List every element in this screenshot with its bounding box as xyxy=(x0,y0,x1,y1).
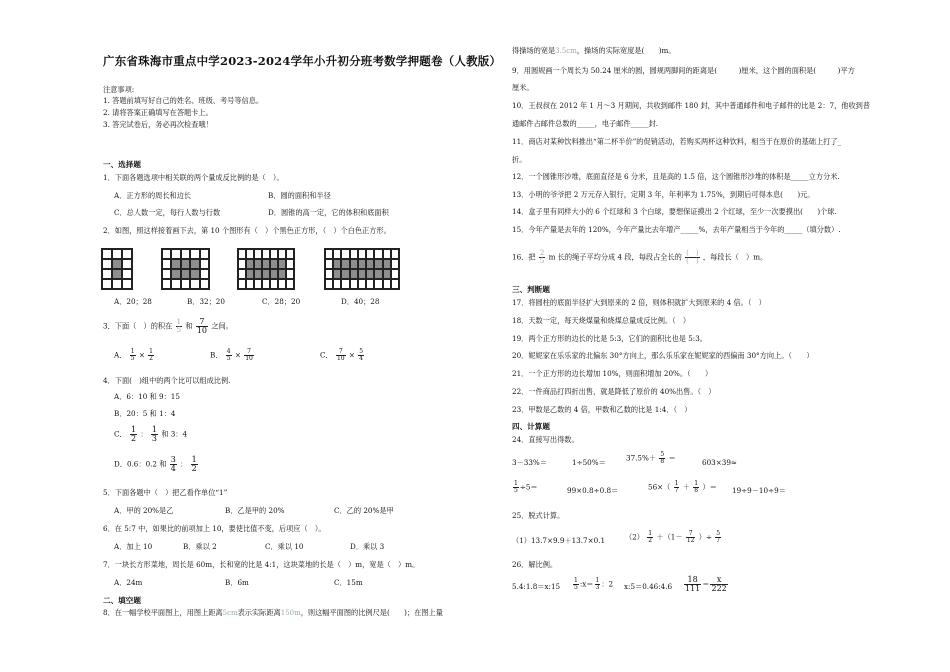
note-item: 2. 请将答案正确填写在答题卡上。 xyxy=(103,108,213,117)
q2-option-d[interactable]: D．40；28 xyxy=(341,297,380,306)
question-24-stem: 24．直接写出得数。 xyxy=(512,435,579,444)
q1-option-d[interactable]: D．圆锥的高一定，它的体积和底面积 xyxy=(268,208,389,217)
q6-option-b[interactable]: B．乘以 2 xyxy=(183,542,217,551)
pattern-figure-3 xyxy=(237,248,295,290)
q7-option-c[interactable]: C．15m xyxy=(334,578,363,587)
q4-option-c[interactable]: C． $\frac{1}{2}$ ： $\frac{1}{3}$ 和 3：4 xyxy=(114,425,188,443)
notes-heading: 注意事项: xyxy=(103,85,135,94)
question-8-continued: 得操场的宽是3.5cm，操场的实际宽度是( )m。 xyxy=(512,46,676,55)
fraction: $\frac{1}{7}$ xyxy=(674,480,679,494)
pattern-figure-4 xyxy=(324,248,400,290)
q3-option-c[interactable]: C． $\frac{7}{10}$ × $\frac{5}{4}$ xyxy=(320,348,364,362)
question-9-line2: 厘米。 xyxy=(512,83,534,92)
judge-item: 20．妮妮家在乐乐家的北偏东 30°方向上，那么乐乐家在妮妮家的西偏南 30°方向上。（ ） xyxy=(512,351,814,360)
pattern-figure-2 xyxy=(161,248,210,290)
q4-option-b[interactable]: B．20：5 和 1：4 xyxy=(114,409,176,418)
proportion-item: 5.4:1.8＝x:15 xyxy=(512,582,561,591)
question-26-stem: 26．解比例。 xyxy=(512,560,558,569)
question-6-stem: 6．在 5:7 中，如果比的前项加上 10，要使比值不变，后项应（ ）。 xyxy=(103,524,326,533)
question-7-stem: 7．一块长方形菜地，周长是 60m，长和宽的比是 4:1，这块菜地的长是（ ）m，宽是（ ）m。 xyxy=(103,560,420,569)
q1-option-b[interactable]: B．圆的面积和半径 xyxy=(268,191,331,200)
fraction: $\frac{1}{5}$ xyxy=(176,318,182,334)
section-heading-fill: 二、填空题 xyxy=(103,596,141,605)
calc-item: $\frac{1}{5}$ ÷5＝ xyxy=(514,480,538,494)
fraction: $\frac{7}{10}$ xyxy=(196,317,208,335)
q2-option-b[interactable]: B．32；20 xyxy=(187,297,225,306)
q5-option-b[interactable]: B．乙是甲的 20% xyxy=(225,506,285,515)
calc-item: 37.5%＋ $\frac{5}{8}$ ＝ xyxy=(626,451,676,465)
fraction: $\frac{1}{8}$ xyxy=(694,480,699,494)
fraction: $\frac{1}{2}$ xyxy=(149,348,153,362)
question-11-line2: 折。 xyxy=(512,155,527,164)
question-8-stem: 8．在一幅学校平面图上，用图上距离5cm表示实际距离150m，则这幅平面图的比例尺是( )；在图上量 xyxy=(103,608,443,617)
judge-item: 18．天数一定，每天烧煤量和烧煤总量成反比例。（ ） xyxy=(512,316,691,325)
q4-option-a[interactable]: A．6：10 和 9：15 xyxy=(114,392,180,401)
q6-option-c[interactable]: C．乘以 10 xyxy=(265,542,304,551)
calc-item: 603×39≈ xyxy=(702,458,737,467)
calc-item-2: （2） $\frac{1}{2}$ ＋（1－ $\frac{7}{12}$ ）÷ $\frac{5}{7}$ xyxy=(625,530,721,544)
judge-item: 23．甲数是乙数的 4 倍，甲数和乙数的比是 1:4．（ ） xyxy=(512,405,692,414)
judge-item: 21．一个正方形的边长增加 10%，则面积增加 20%。（ ） xyxy=(512,369,713,378)
q3-option-b[interactable]: B． $\frac{4}{5}$ × $\frac{7}{10}$ xyxy=(210,348,253,362)
question-25-stem: 25．脱式计算。 xyxy=(512,511,565,520)
q6-option-a[interactable]: A．加上 10 xyxy=(114,542,153,551)
fraction: $\frac{1}{2}$ xyxy=(191,455,197,473)
question-1-stem: 1．下面各题选项中相关联的两个量成反比例的是（ ）。 xyxy=(103,173,284,182)
proportion-item: $\frac{1}{5}$ :x＝ $\frac{1}{3}$ ：2 xyxy=(574,577,614,591)
calc-item: 19÷9－10÷9＝ xyxy=(732,486,786,495)
judge-item: 22．一件商品打四折出售，就是降低了原价的 40%出售。（ ） xyxy=(512,387,716,396)
q7-option-a[interactable]: A．24m xyxy=(114,578,143,587)
section-heading-judge: 三、判断题 xyxy=(512,285,550,294)
fraction: $\frac{18}{111}$ xyxy=(685,575,701,593)
calc-item: 3－33%＝ xyxy=(512,458,547,467)
q1-option-c[interactable]: C．总人数一定，每行人数与行数 xyxy=(114,208,221,217)
proportion-item: $\frac{18}{111}$ ＝ $\frac{x}{222}$ xyxy=(685,575,727,593)
calc-item: 56×（ $\frac{1}{7}$ ＋ $\frac{1}{8}$ ）＝ xyxy=(648,480,717,494)
fraction: $\frac{1}{5}$ xyxy=(574,577,578,591)
question-2-stem: 2．如图，照这样接着画下去，第 10 个图形有（ ）个黑色正方形，（ ）个白色正方形。 xyxy=(103,226,391,235)
question-13: 13．小明的爷爷把 2 万元存入银行，定期 3 年，年利率为 1.75%，到期后可得本息( )元。 xyxy=(512,190,815,199)
question-11-line1: 11．商店对某种饮料推出“第二杯半价”的促销活动，若购买两杯这种饮料，相当于在原价的基础上打了_ xyxy=(512,137,842,146)
fraction: $\frac{x}{222}$ xyxy=(711,575,727,593)
q4-option-d[interactable]: D．0.6：0.2 和 $\frac{3}{4}$ ： $\frac{1}{2}$ xyxy=(114,455,197,473)
fraction: $\frac{1}{2}$ xyxy=(648,530,653,544)
fraction: $\frac{2}{5}$ xyxy=(539,249,545,265)
calc-item: 1÷50%＝ xyxy=(572,458,606,467)
question-10-line1: 10．王叔叔在 2012 年 1 月～3 月期间，共收到邮件 180 封，其中普通邮件和电子邮件的比是 2：7，他收到普 xyxy=(512,101,871,110)
note-item: 3. 答完试卷后，务必再次检查哦！ xyxy=(103,120,213,129)
q5-option-c[interactable]: C．乙的 20%是甲 xyxy=(334,506,394,515)
q2-option-a[interactable]: A．20；28 xyxy=(114,297,152,306)
fraction: $\frac{5}{7}$ xyxy=(716,530,721,544)
fraction: $\frac{1}{3}$ xyxy=(595,577,600,591)
q6-option-d[interactable]: D．乘以 3 xyxy=(350,542,385,551)
calc-item-1: （1）13.7×9.9＋13.7×0.1 xyxy=(512,536,606,545)
fraction: $\frac{4}{5}$ xyxy=(226,348,231,362)
fraction: $\frac{7}{10}$ xyxy=(245,348,253,362)
question-5-stem: 5．下面各题中（ ）把乙看作单位“1” xyxy=(103,488,228,497)
q1-option-a[interactable]: A．正方形的周长和边长 xyxy=(114,191,192,200)
section-heading-choice: 一、选择题 xyxy=(103,160,141,169)
calc-item: 99×0.8÷0.8＝ xyxy=(567,486,619,495)
pattern-figure-1 xyxy=(101,248,133,290)
fraction: $\frac{3}{4}$ xyxy=(170,455,176,473)
fraction: $\frac{1}{5}$ xyxy=(130,348,135,362)
fraction: $\frac{7}{10}$ xyxy=(336,348,345,362)
question-9-line1: 9．用圆规画一个周长为 50.24 厘米的圆，圆规两脚间的距离是( )厘米，这个圆的面积是( )平方 xyxy=(512,66,855,75)
fraction: $\frac{1}{3}$ xyxy=(151,425,157,443)
question-12: 12．一个圆锥形沙堆，底面直径是 6 分米，且是高的 1.5 倍，这个圆锥形沙堆的体积是_____立方分米. xyxy=(512,172,840,181)
judge-item: 17．将圆柱的底面半径扩大到原来的 2 倍，则体积就扩大到原来的 4 倍。（ ） xyxy=(512,298,766,307)
note-item: 1. 答题前填写好自己的姓名、班级、考号等信息。 xyxy=(103,96,264,105)
fraction: $\frac{5}{8}$ xyxy=(660,451,665,465)
fraction: $\frac{5}{4}$ xyxy=(359,348,364,362)
question-3-stem: 3．下面（ ）的积在 $\frac{1}{5}$ 和 $\frac{7}{10}$ 之间。 xyxy=(103,317,233,335)
question-10-line2: 通邮件占邮件总数的_____，电子邮件_____封. xyxy=(512,119,659,128)
fraction: $\frac{1}{5}$ xyxy=(514,480,518,494)
judge-item: 19．两个正方形的边长的比是 5:3，它们的面积比也是 5:3。 xyxy=(512,334,707,343)
q7-option-b[interactable]: B．6m xyxy=(225,578,249,587)
question-15: 15．今年产量是去年的 120%，今年产量比去年增产_____%，去年产量相当于今年的_____（填分数）. xyxy=(512,225,841,234)
question-4-stem: 4．下面( )组中的两个比可以组成比例. xyxy=(103,376,231,385)
q5-option-a[interactable]: A．甲的 20%是乙 xyxy=(114,506,174,515)
fraction: $\frac{1}{2}$ xyxy=(130,425,137,443)
proportion-item: x:5＝0.46:4.6 xyxy=(624,582,673,591)
section-heading-calc: 四、计算题 xyxy=(512,422,550,431)
question-14: 14．盒子里有同样大小的 6 个红球和 3 个白球，要想保证摸出 2 个红球，至少一次要摸出( )个球. xyxy=(512,207,837,216)
question-16: 16．把 $\frac{2}{5}$ m 长的绳子平均分成 4 段，每段占全长的 $\frac{( )}{( )}$ ，每段长（ ）m。 xyxy=(512,249,768,265)
fraction: $\frac{( )}{( )}$ xyxy=(686,249,699,265)
q3-option-a[interactable]: A． $\frac{1}{5}$ × $\frac{1}{2}$ xyxy=(114,348,153,362)
q2-option-c[interactable]: C．28；20 xyxy=(262,297,301,306)
page-title: 广东省珠海市重点中学2023-2024学年小升初分班考数学押题卷（人教版） xyxy=(103,54,502,68)
fraction: $\frac{7}{12}$ xyxy=(686,530,695,544)
